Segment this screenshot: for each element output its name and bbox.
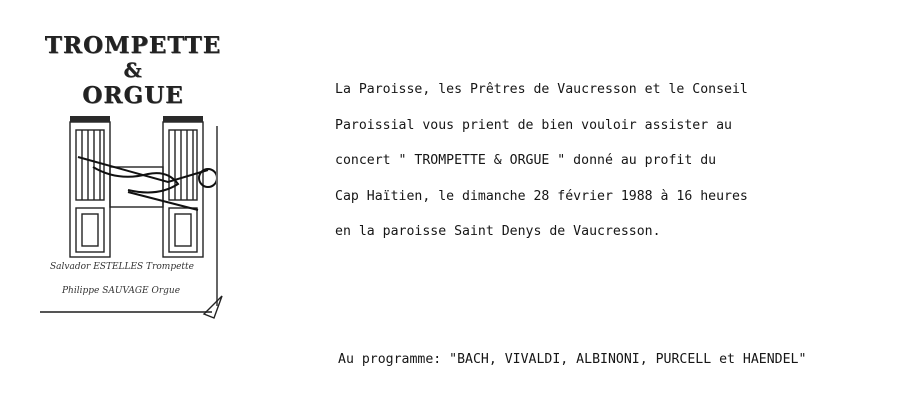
poster-performer-organ: Philippe SAUVAGE Orgue: [62, 286, 181, 296]
page-corner-fold-icon: [202, 294, 224, 320]
program-line: Au programme: "BACH, VIVALDI, ALBINONI, PURCELL et HAENDEL": [338, 352, 807, 367]
invitation-line: Paroissial vous prient de bien vouloir assister au: [335, 117, 732, 133]
poster-title-orgue: ORGUE: [82, 82, 184, 109]
poster-border-bottom: [40, 311, 212, 313]
invitation-line: concert " TROMPETTE & ORGUE " donné au profit du: [335, 153, 717, 168]
invitation-line: en la paroisse Saint Denys de Vaucresson.: [335, 224, 661, 239]
poster-border-right: [216, 126, 218, 306]
concert-poster: [38, 24, 228, 316]
invitation-text: [335, 72, 875, 250]
invitation-line: La Paroisse, les Prêtres de Vaucresson et le Conseil: [335, 82, 748, 97]
poster-title-trompette: TROMPETTE: [44, 32, 222, 59]
organ-trumpet-illustration: [58, 112, 218, 262]
poster-title-ampersand: &: [123, 58, 143, 82]
invitation-line: Cap Haïtien, le dimanche 28 février 1988 à 16 heures: [335, 188, 748, 204]
poster-performer-trumpet: Salvador ESTELLES Trompette: [50, 262, 194, 272]
